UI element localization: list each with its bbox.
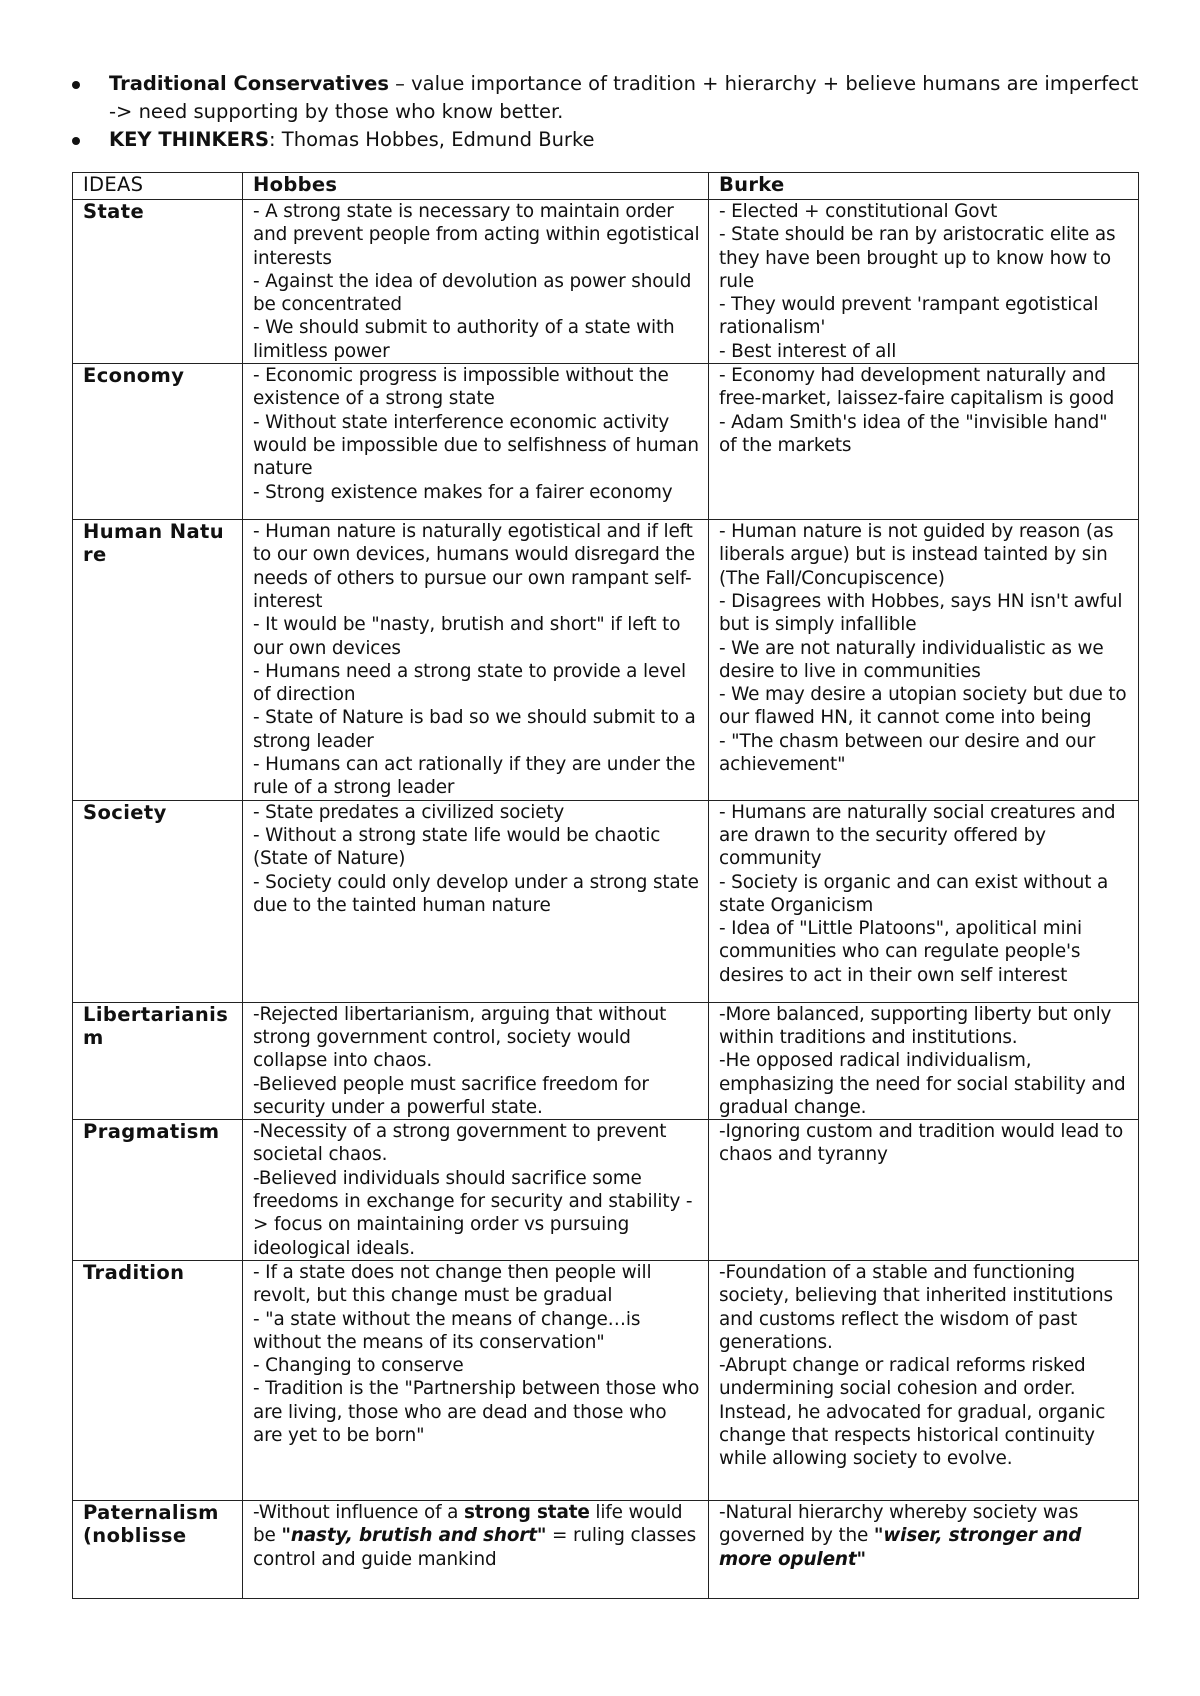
burke-point: - Society is organic and can exist without a state Organicism <box>719 871 1109 916</box>
hobbes-point: - Against the idea of devolution as power should be concentrated <box>253 270 692 316</box>
hobbes-cell <box>243 520 709 801</box>
burke-cell <box>709 200 1139 364</box>
ideas-comparison-table <box>72 172 1139 1599</box>
bullet-heading: KEY THINKERS <box>109 128 270 151</box>
table-row <box>73 800 1139 1002</box>
idea-label: State <box>73 200 243 364</box>
burke-cell <box>709 800 1139 1002</box>
burke-cell <box>709 520 1139 801</box>
hobbes-cell <box>243 1120 709 1261</box>
idea-label: Tradition <box>73 1260 243 1500</box>
hobbes-point: - Tradition is the "Partnership between those who are living, those who are dead and those who are yet to be born" <box>253 1378 700 1446</box>
burke-point: - Elected + constitutional Govt <box>719 201 998 222</box>
hobbes-point: - It would be "nasty, brutish and short" if left to our own devices <box>253 614 681 659</box>
hobbes-point: - A strong state is necessary to maintain order and prevent people from acting within egotistical interests <box>253 201 700 269</box>
burke-cell <box>709 1120 1139 1261</box>
burke-point: - We are not naturally individualistic as we desire to live in communities <box>719 637 1104 682</box>
idea-label: Economy <box>73 364 243 520</box>
burke-point: -Abrupt change or radical reforms risked undermining social cohesion and order. Instead, he advocated for gradual, organic change that respects historical continuity while allowing society to evolve. <box>719 1355 1106 1470</box>
burke-point: - "The chasm between our desire and our achievement" <box>719 730 1096 776</box>
bullet-dot-icon <box>72 81 80 89</box>
hobbes-point: - Humans need a strong state to provide a level of direction <box>253 660 686 706</box>
burke-cell <box>709 364 1139 520</box>
hobbes-point: -Believed people must sacrifice freedom for security under a powerful state. <box>253 1073 649 1118</box>
burke-point: - We may desire a utopian society but due to our flawed HN, it cannot come into being <box>719 684 1127 729</box>
burke-point: - Human nature is not guided by reason (as liberals argue) but is instead tainted by sin (The Fall/Concupiscence) <box>719 521 1114 589</box>
burke-text-fragment: "wiser, stronger and more opulent" <box>719 1525 1082 1570</box>
hobbes-point: - Human nature is naturally egotistical and if left to our own devices, humans would disregard the needs of others to pursue our own rampant self-interest <box>253 521 696 612</box>
header-hobbes: Hobbes <box>243 173 709 200</box>
bullet-key-thinkers <box>72 126 1142 154</box>
hobbes-point: - Society could only develop under a strong state due to the tainted human nature <box>253 871 699 916</box>
bullet-dot-icon <box>72 137 80 145</box>
burke-point: - State should be ran by aristocratic elite as they have been brought up to know how to rule <box>719 224 1116 292</box>
hobbes-text-fragment: = ruling classes control and guide mankind <box>253 1525 697 1570</box>
table-header-row <box>73 173 1139 200</box>
hobbes-point: - State predates a civilized society <box>253 801 565 823</box>
hobbes-text-fragment: life would be <box>253 1501 683 1547</box>
burke-point: - Disagrees with Hobbes, says HN isn't awful but is simply infallible <box>719 590 1123 636</box>
burke-point: -More balanced, supporting liberty but only within traditions and institutions. <box>719 1003 1112 1048</box>
idea-label: Society <box>73 800 243 1002</box>
burke-text-fragment: -Natural hierarchy whereby society was governed by the <box>719 1501 1079 1547</box>
hobbes-point: - Without state interference economic activity would be impossible due to selfishness of human nature <box>253 411 699 480</box>
hobbes-point: -Believed individuals should sacrifice some freedoms in exchange for security and stability -> focus on maintaining order vs pursuing ideological ideals. <box>253 1167 693 1259</box>
hobbes-point: - Without a strong state life would be chaotic (State of Nature) <box>253 824 661 870</box>
hobbes-cell <box>243 200 709 364</box>
burke-point: - Best interest of all <box>719 340 897 362</box>
hobbes-point: - If a state does not change then people will revolt, but this change must be gradual <box>253 1261 652 1307</box>
header-ideas: IDEAS <box>73 173 243 200</box>
bullet-text: : Thomas Hobbes, Edmund Burke <box>269 128 595 151</box>
burke-point: -He opposed radical individualism, emphasizing the need for social stability and gradual change. <box>719 1050 1126 1118</box>
bullet-heading: Traditional Conservatives <box>109 72 389 95</box>
burke-cell <box>709 1260 1139 1500</box>
hobbes-point: - We should submit to authority of a state with limitless power <box>253 317 675 362</box>
idea-label: Pragmatism <box>73 1120 243 1261</box>
burke-point: - Humans are naturally social creatures and are drawn to the security offered by community <box>719 801 1116 870</box>
burke-cell <box>709 1500 1139 1598</box>
table-row <box>73 364 1139 520</box>
burke-point: -Foundation of a stable and functioning society, believing that inherited institutions and customs reflect the wisdom of past generations. <box>719 1261 1113 1353</box>
hobbes-cell <box>243 1002 709 1119</box>
header-burke: Burke <box>709 173 1139 200</box>
hobbes-point: - Humans can act rationally if they are under the rule of a strong leader <box>253 754 696 799</box>
hobbes-cell <box>243 364 709 520</box>
hobbes-point: - Strong existence makes for a fairer economy <box>253 481 673 503</box>
hobbes-point: - "a state without the means of change…is without the means of its conservation" <box>253 1308 641 1353</box>
hobbes-text-fragment: "nasty, brutish and short" <box>281 1525 547 1547</box>
hobbes-point: - State of Nature is bad so we should submit to a strong leader <box>253 707 696 752</box>
table-row <box>73 200 1139 364</box>
burke-point: - They would prevent 'rampant egotistical rationalism' <box>719 294 1099 339</box>
burke-point: - Idea of "Little Platoons", apolitical mini communities who can regulate people's desires to act in their own self interest <box>719 918 1082 986</box>
table-row <box>73 1120 1139 1261</box>
hobbes-point: - Economic progress is impossible without the existence of a strong state <box>253 365 669 410</box>
hobbes-cell <box>243 1500 709 1598</box>
idea-label: Libertarianism <box>73 1002 243 1119</box>
hobbes-text-fragment: -Without influence of a <box>253 1501 464 1523</box>
hobbes-point: -Rejected libertarianism, arguing that without strong government control, society would collapse into chaos. <box>253 1003 667 1072</box>
hobbes-cell <box>243 800 709 1002</box>
hobbes-cell <box>243 1260 709 1500</box>
intro-bullets <box>72 70 1142 154</box>
burke-point: - Economy had development naturally and free-market, laissez-faire capitalism is good <box>719 365 1115 410</box>
hobbes-point: -Necessity of a strong government to prevent societal chaos. <box>253 1121 667 1166</box>
table-row <box>73 1500 1139 1598</box>
bullet-traditional-conservatives <box>72 70 1142 126</box>
table-row <box>73 520 1139 801</box>
idea-label: Paternalism (noblisse <box>73 1500 243 1598</box>
burke-point: -Ignoring custom and tradition would lead to chaos and tyranny <box>719 1121 1124 1166</box>
idea-label: Human Nature <box>73 520 243 801</box>
table-row <box>73 1002 1139 1119</box>
burke-point: - Adam Smith's idea of the "invisible hand" of the markets <box>719 411 1108 456</box>
hobbes-text-fragment: strong state <box>463 1501 590 1523</box>
table-row <box>73 1260 1139 1500</box>
bullet-text: – value importance of tradition + hierarchy + believe humans are imperfect -> need supporting by those who know better. <box>109 72 1139 123</box>
burke-cell <box>709 1002 1139 1119</box>
hobbes-point: - Changing to conserve <box>253 1355 464 1377</box>
